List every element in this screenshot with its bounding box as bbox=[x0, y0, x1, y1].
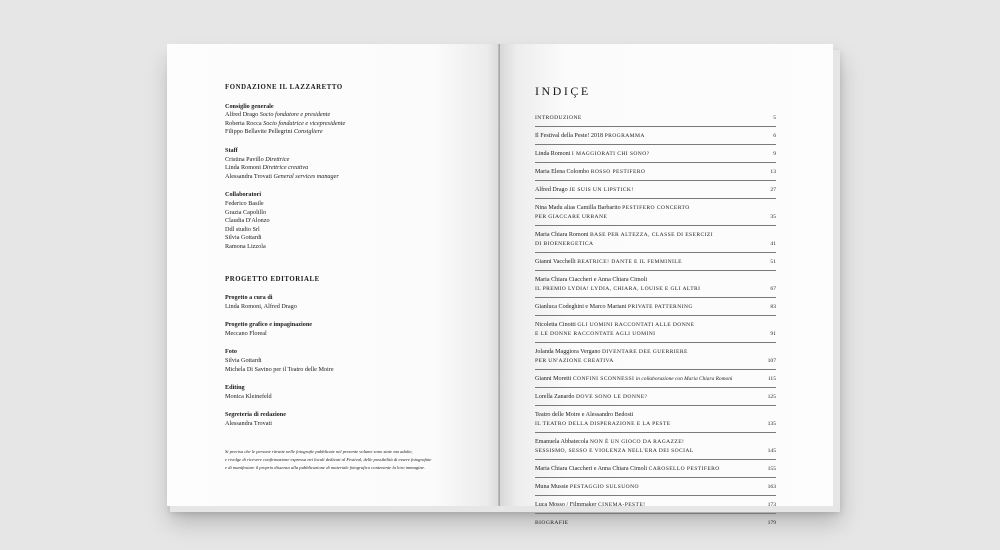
toc-title-continued: IL TEATRO DELLA DISPERAZIONE E LA PESTE bbox=[535, 421, 671, 427]
index-title: INDIÇE bbox=[535, 84, 591, 98]
toc-page-number: 107 bbox=[767, 358, 776, 364]
toc-line bbox=[535, 114, 752, 123]
group-title: Progetto grafico e impaginazione bbox=[225, 321, 313, 329]
toc-title: NON È UN GIOCO DA RAGAZZE! bbox=[589, 439, 685, 445]
toc-author: Muna Mussie bbox=[535, 484, 569, 490]
group-title: Segreteria di redazione bbox=[225, 411, 286, 419]
person-role: Direttrice creativa bbox=[262, 164, 309, 172]
person-name: Silvia Gottardi bbox=[225, 234, 262, 242]
toc-title: CONFINI SCONNESSI bbox=[572, 376, 635, 382]
toc-line bbox=[535, 501, 752, 510]
credit-line bbox=[225, 217, 485, 226]
group-title: Editing bbox=[225, 384, 245, 392]
toc-page-number: 155 bbox=[767, 466, 776, 472]
group-title: Consiglio generale bbox=[225, 102, 274, 110]
disclaimer-line: e di manifestare il proprio dissenso alla pubblicazione di materiale fotografico contenente la loro immagine. bbox=[225, 465, 425, 471]
toc-line bbox=[535, 186, 752, 195]
toc-line bbox=[535, 321, 752, 330]
toc-line bbox=[535, 132, 752, 141]
toc-page-number: 6 bbox=[773, 133, 776, 139]
toc-page-number: 67 bbox=[770, 286, 776, 292]
toc-title: CAROSELLO PESTIFERO bbox=[648, 466, 720, 472]
toc-author: Maria Chiara Ciaccheri e Anna Chiara Cimoli bbox=[535, 466, 648, 472]
toc-line bbox=[535, 348, 752, 357]
toc-title: PESTIFERO CONCERTO bbox=[622, 205, 690, 211]
toc-entry bbox=[535, 204, 776, 226]
toc-page-number: 51 bbox=[770, 259, 776, 265]
person-name: Filippo Bellavite Pellegrini bbox=[225, 128, 293, 136]
credit-line bbox=[225, 111, 485, 120]
toc-author: Emanuela Abbatecola bbox=[535, 439, 589, 445]
right-page bbox=[500, 44, 833, 526]
editorial-line: Monica Kleinefeld bbox=[225, 392, 272, 400]
toc-page-number: 135 bbox=[767, 421, 776, 427]
toc-title: DIVENTARE DEE GUERRIERE bbox=[601, 349, 688, 355]
toc-title: BASE PER ALTEZZA, CLASSE DI ESERCIZI bbox=[590, 232, 713, 238]
toc-title: PRIVATE PATTERNING bbox=[627, 304, 693, 310]
credit-line bbox=[225, 243, 485, 252]
person-name: Linda Romoni bbox=[225, 164, 261, 172]
toc-line bbox=[535, 438, 752, 447]
toc-author: Luca Mosso / Filmmaker bbox=[535, 502, 597, 508]
toc-title-note: in collaborazione con Maria Chiara Romoni bbox=[635, 376, 733, 382]
toc-title: PROGRAMMA bbox=[604, 133, 645, 139]
credit-line bbox=[225, 120, 485, 129]
photo-disclaimer bbox=[225, 448, 465, 473]
toc-title: PESTAGGIO SULSUONO bbox=[569, 484, 639, 490]
toc-entry bbox=[535, 231, 776, 253]
credit-line bbox=[225, 226, 485, 235]
toc-author: Teatro delle Moire e Alessandro Bedosti bbox=[535, 412, 634, 418]
toc-entry bbox=[535, 501, 776, 514]
editorial-group bbox=[225, 411, 485, 428]
toc-author: Jolanda Maggiora Vergano bbox=[535, 349, 601, 355]
credit-line bbox=[225, 173, 485, 182]
toc-author: Alfred Drago bbox=[535, 187, 568, 193]
toc-entry bbox=[535, 276, 776, 298]
credit-line bbox=[225, 234, 485, 243]
toc-author: Maria Chiara Ciaccheri e Anna Chiara Cimoli bbox=[535, 277, 648, 283]
toc-line bbox=[535, 465, 752, 474]
toc-title: I MAGGIORATI CHI SONO? bbox=[571, 151, 650, 157]
toc-entry bbox=[535, 258, 776, 271]
credits-groups bbox=[225, 103, 485, 252]
person-name: Ddl studio Srl bbox=[225, 225, 260, 233]
toc-page-number: 13 bbox=[770, 169, 776, 175]
credit-line bbox=[225, 200, 485, 209]
editorial-group bbox=[225, 384, 485, 401]
editorial-line: Meccano Floreal bbox=[225, 329, 267, 337]
person-name: Alessandra Trovati bbox=[225, 172, 272, 180]
credit-line bbox=[225, 164, 485, 173]
toc-title-continued: IL PREMIO LYDIA! LYDIA, CHIARA, LOUISE E GLI ALTRI bbox=[535, 286, 701, 292]
editorial-line: Silvia Gottardi bbox=[225, 357, 262, 365]
toc-entry bbox=[535, 483, 776, 496]
person-name: Federico Basile bbox=[225, 199, 264, 207]
toc-author: Gianni Moretti bbox=[535, 376, 572, 382]
disclaimer-line: e rivolge di ricevere confirmazione espressa nei locali dedicati al Festival, delle possibilità di essere fotografate bbox=[225, 457, 432, 463]
toc-title-continued: SESSISMO, SESSO E VIOLENZA NELL'ERA DEI SOCIAL bbox=[535, 448, 694, 454]
toc-entry bbox=[535, 519, 776, 531]
disclaimer-line: Si precisa che le persone ritratte nelle fotografie pubblicate nel presente volume sono state ma adulte, bbox=[225, 449, 413, 454]
toc-page-number: 5 bbox=[773, 115, 776, 121]
left-page-content bbox=[225, 84, 485, 439]
toc-author: Gianni Vacchelli bbox=[535, 259, 576, 265]
toc-line bbox=[535, 375, 752, 384]
toc-author: Gianluca Codeghini e Marco Mariani bbox=[535, 304, 627, 310]
person-name: Cristina Pavillo bbox=[225, 155, 264, 163]
toc-title: JE SUIS UN LIPSTICK! bbox=[569, 187, 634, 193]
toc-author: Nicoletta Cinotti bbox=[535, 322, 576, 328]
toc-title: BIOGRAFIE bbox=[535, 520, 569, 526]
toc-title-continued: PER GIACCARE URBANE bbox=[535, 214, 608, 220]
toc-title-continued: E LE DONNE RACCONTATE AGLI UOMINI bbox=[535, 331, 656, 337]
person-role: Socio fondatrice e vicepresidente bbox=[263, 119, 346, 127]
toc-entry bbox=[535, 465, 776, 478]
toc-page-number: 83 bbox=[770, 304, 776, 310]
editorial-groups bbox=[225, 294, 485, 429]
toc-page-number: 179 bbox=[767, 520, 776, 526]
editorial-group bbox=[225, 321, 485, 338]
toc-page-number: 125 bbox=[767, 394, 776, 400]
toc-author: Lorella Zanardo bbox=[535, 394, 575, 400]
toc-line bbox=[535, 411, 752, 420]
toc-line bbox=[535, 168, 752, 177]
credits-group bbox=[225, 103, 485, 137]
toc-entry bbox=[535, 375, 776, 388]
person-name: Ramona Lizzola bbox=[225, 242, 266, 250]
toc-page-number: 115 bbox=[767, 376, 776, 382]
editorial-line: Alessandra Trovati bbox=[225, 420, 272, 428]
toc-entry bbox=[535, 321, 776, 343]
toc-line bbox=[535, 276, 752, 285]
editorial-line: Linda Romoni, Alfred Drago bbox=[225, 302, 297, 310]
toc-entry bbox=[535, 114, 776, 127]
foundation-title: FONDAZIONE IL LAZZARETTO bbox=[225, 84, 343, 91]
toc-page-number: 27 bbox=[770, 187, 776, 193]
toc-entry bbox=[535, 393, 776, 406]
group-title: Staff bbox=[225, 146, 238, 154]
credits-group bbox=[225, 191, 485, 251]
editorial-group bbox=[225, 294, 485, 311]
toc-entry bbox=[535, 150, 776, 163]
credit-line bbox=[225, 128, 485, 137]
toc-line bbox=[535, 303, 752, 312]
person-name: Alfred Drago bbox=[225, 111, 259, 119]
toc-author: Maria Elena Colombo bbox=[535, 169, 590, 175]
left-page bbox=[167, 44, 500, 506]
toc-author: Linda Romoni bbox=[535, 151, 571, 157]
toc-line bbox=[535, 150, 752, 159]
person-role: General services manager bbox=[273, 172, 339, 180]
table-of-contents bbox=[535, 114, 776, 536]
toc-page-number: 173 bbox=[767, 502, 776, 508]
editorial-line: Michela Di Savino per il Teatro delle Moire bbox=[225, 365, 334, 373]
toc-page-number: 35 bbox=[770, 214, 776, 220]
toc-title-continued: PER UN'AZIONE CREATIVA bbox=[535, 358, 614, 364]
toc-entry bbox=[535, 411, 776, 433]
person-role: Direttrice bbox=[265, 155, 290, 163]
person-name: Roberta Rocca bbox=[225, 119, 262, 127]
toc-line bbox=[535, 231, 752, 240]
toc-entry bbox=[535, 168, 776, 181]
person-name: Grazia Capolillo bbox=[225, 208, 267, 216]
credits-group bbox=[225, 147, 485, 181]
toc-entry bbox=[535, 132, 776, 145]
toc-entry bbox=[535, 348, 776, 370]
toc-entry bbox=[535, 438, 776, 460]
toc-title: GLI UOMINI RACCONTATI ALLE DONNE bbox=[577, 322, 695, 328]
group-title: Progetto a cura di bbox=[225, 294, 273, 302]
toc-line bbox=[535, 483, 752, 492]
toc-author: Maria Chiara Romoni bbox=[535, 232, 589, 238]
editorial-title: PROGETTO EDITORIALE bbox=[225, 275, 320, 283]
toc-line bbox=[535, 393, 752, 402]
toc-page-number: 41 bbox=[770, 241, 776, 247]
toc-line bbox=[535, 519, 752, 528]
toc-line bbox=[535, 204, 752, 213]
toc-line bbox=[535, 258, 752, 267]
toc-entry bbox=[535, 303, 776, 316]
group-title: Foto bbox=[225, 348, 238, 356]
toc-page-number: 145 bbox=[767, 448, 776, 454]
toc-title: ROSSO PESTIFERO bbox=[590, 169, 646, 175]
toc-title: DOVE SONO LE DONNE? bbox=[575, 394, 648, 400]
credit-line bbox=[225, 156, 485, 165]
toc-title-continued: DI BIOENERGETICA bbox=[535, 241, 594, 247]
toc-page-number: 91 bbox=[770, 331, 776, 337]
toc-author: Nina Madu alias Camilla Barbarito bbox=[535, 205, 621, 211]
toc-title: CINEMA-PESTE! bbox=[597, 502, 646, 508]
person-name: Claudia D'Alonzo bbox=[225, 217, 270, 225]
toc-author: Il Festival della Peste! 2018 bbox=[535, 133, 604, 139]
group-title: Collaboratori bbox=[225, 191, 262, 199]
toc-entry bbox=[535, 186, 776, 199]
person-role: Socio fondatore e presidente bbox=[259, 111, 331, 119]
credit-line bbox=[225, 209, 485, 218]
editorial-group bbox=[225, 348, 485, 374]
toc-page-number: 163 bbox=[767, 484, 776, 490]
toc-page-number: 9 bbox=[773, 151, 776, 157]
toc-title: BEATRICE! DANTE E IL FEMMINILE bbox=[577, 259, 682, 265]
toc-title: INTRODUZIONE bbox=[535, 115, 582, 121]
person-role: Consigliere bbox=[293, 128, 323, 136]
